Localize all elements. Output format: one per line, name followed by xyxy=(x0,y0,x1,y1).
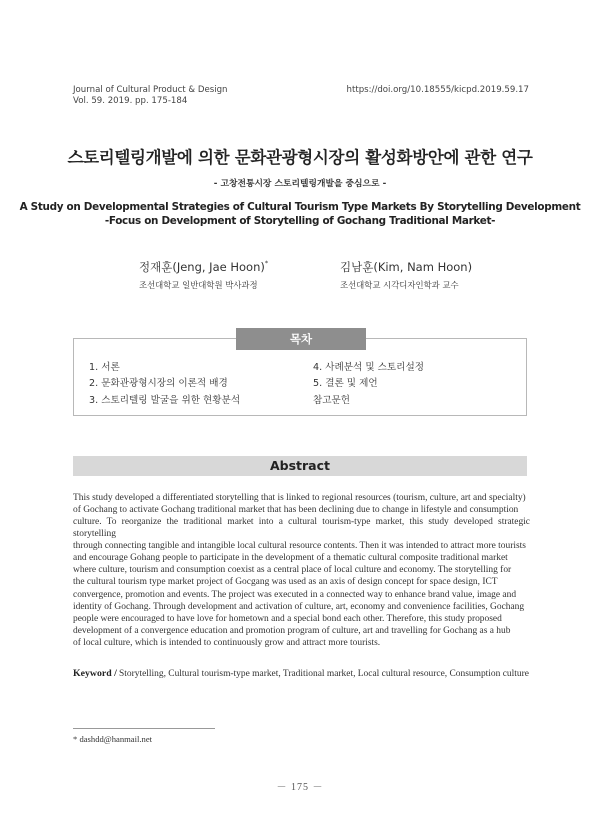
author-2-name: 김남훈(Kim, Nam Hoon) xyxy=(340,260,473,274)
doi-link[interactable]: https://doi.org/10.18555/kicpd.2019.59.17 xyxy=(346,85,529,95)
toc-item[interactable]: 1. 서론 xyxy=(89,362,120,373)
toc-item[interactable]: 참고문헌 xyxy=(313,395,351,406)
abstract-line: This study developed a differentiated storytelling that is linked to regional resources (tourism, culture, art and specialty) xyxy=(73,493,526,503)
abstract-line: convergence, promotion and events. The project was executed in a connected way to enhance brand value, image and xyxy=(73,589,517,600)
page-number: － 175 － xyxy=(276,782,324,793)
abstract-line: where culture, tourism and consumption coexist as a central place of local culture and economy. The storytelling for xyxy=(73,565,512,576)
author-2 xyxy=(340,259,472,275)
abstract-line: identity of Gochang. Through development and activation of culture, art, economy and convenience facilities, Gochang xyxy=(73,601,525,612)
abstract-line: development of a convergence education and promotion program of culture, art and travelling for Gochang as a hub xyxy=(73,625,511,636)
author-2-affiliation: 조선대학교 시각디자인학과 교수 xyxy=(340,280,459,290)
paper-title-korean: 스토리텔링개발에 의한 문화관광형시장의 활성화방안에 관한 연구 xyxy=(67,148,533,167)
author-1-affiliation: 조선대학교 일반대학원 박사과정 xyxy=(139,280,258,290)
abstract-line: people were encouraged to have love for hometown and a special bond each other. Therefore, this study proposed xyxy=(73,613,502,624)
paper-title-english: A Study on Developmental Strategies of Cultural Tourism Type Markets By Storytelling Development xyxy=(19,201,581,213)
abstract-line: of local culture, which is intended to continuously grow and attract more tourists. xyxy=(73,637,381,648)
abstract-line: the cultural tourism type market project of Gocgang was used as an axis of design concept for space design, ICT xyxy=(73,577,498,588)
footnote: * dashdd@hanmail.net xyxy=(73,734,153,744)
paper-subtitle-english: -Focus on Development of Storytelling of Gochang Traditional Market- xyxy=(104,215,496,227)
toc-label: 목차 xyxy=(236,328,366,350)
author-1-name: 정재훈(Jeng, Jae Hoon) xyxy=(139,260,265,274)
keyword-label: Keyword / xyxy=(73,668,117,679)
toc-item[interactable]: 4. 사례분석 및 스토리설정 xyxy=(313,362,424,373)
paper-subtitle-korean: - 고창전통시장 스토리텔링개발을 중심으로 - xyxy=(213,179,387,189)
toc-item[interactable]: 2. 문화관광형시장의 이론적 배경 xyxy=(89,378,228,389)
abstract-line: through connecting tangible and intangible local cultural resource contents. Then it was intended to attract more tourists xyxy=(73,541,526,552)
journal-name: Journal of Cultural Product & Design xyxy=(73,85,228,95)
abstract-body xyxy=(73,492,530,649)
author-1 xyxy=(139,259,268,275)
footnote-divider xyxy=(73,728,215,729)
journal-volume: Vol. 59. 2019. pp. 175-184 xyxy=(73,96,188,106)
abstract-line: culture. To reorganize the traditional market into a cultural tourism-type market, this study developed strategic storytelling xyxy=(73,517,530,540)
abstract-line: of Gochang to activate Gochang traditional market that has been declining due to change in lifestyle and consumption xyxy=(73,505,519,516)
abstract-line: and encourage Gohang people to participate in the development of a thematic cultural composite traditional market xyxy=(73,553,508,564)
abstract-heading: Abstract xyxy=(73,456,527,476)
author-1-mark: * xyxy=(264,259,269,267)
toc-item[interactable]: 5. 결론 및 제언 xyxy=(313,378,378,389)
keyword-text: Storytelling, Cultural tourism-type market, Traditional market, Local cultural resource, Consumption culture xyxy=(119,669,529,679)
toc-item[interactable]: 3. 스토리텔링 발굴을 위한 현황분석 xyxy=(89,395,241,406)
